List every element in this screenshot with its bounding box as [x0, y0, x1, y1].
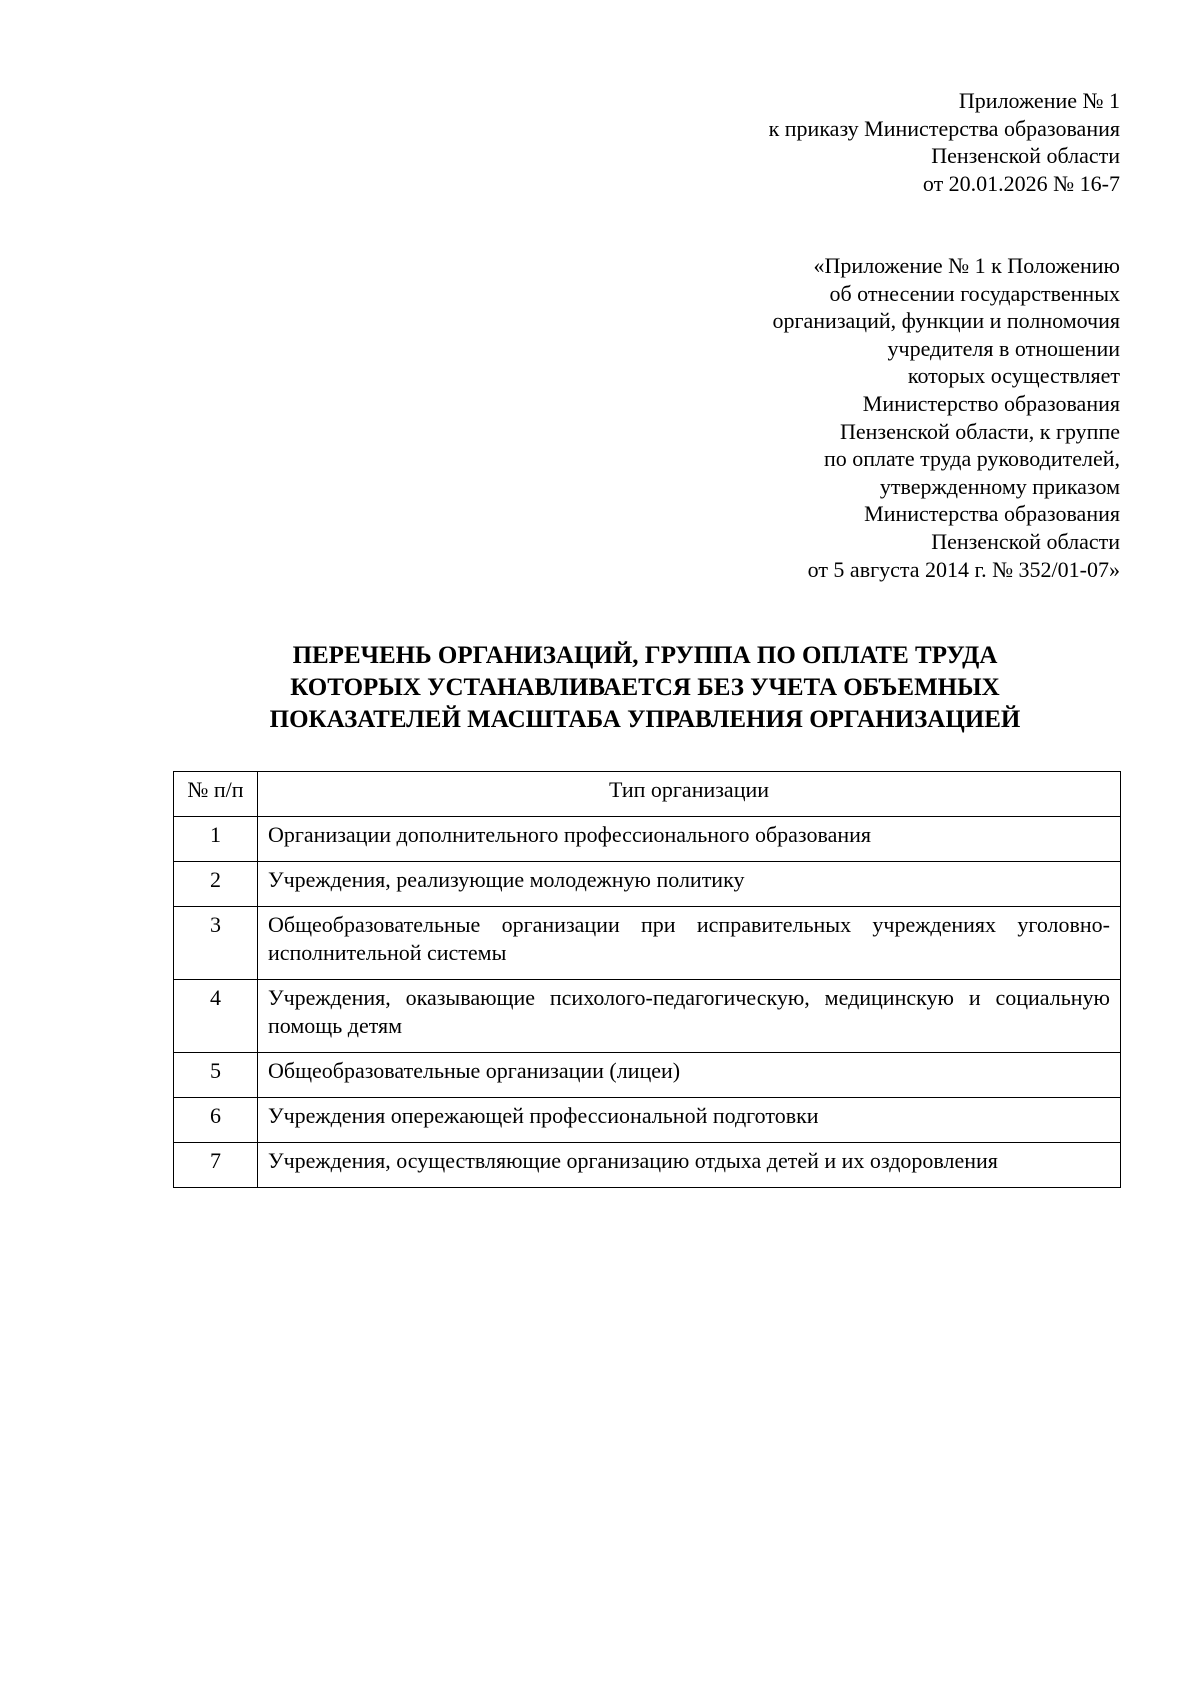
row-number: 4 — [174, 980, 258, 1053]
quoted-annex-line: Пензенской области — [931, 528, 1120, 554]
organization-type: Общеобразовательные организации при исправительных учреждениях уголовно-исполнительной системы — [258, 907, 1121, 980]
table-row — [174, 907, 1121, 980]
quoted-annex-line: утвержденному приказом — [879, 473, 1120, 499]
document-title — [170, 640, 1120, 736]
row-number: 2 — [174, 862, 258, 907]
organizations-table — [173, 771, 1121, 1188]
title-line: ПЕРЕЧЕНЬ ОРГАНИЗАЦИЙ, ГРУППА ПО ОПЛАТЕ ТРУДА — [292, 642, 998, 669]
organization-type: Учреждения, осуществляющие организацию отдыха детей и их оздоровления — [258, 1143, 1121, 1188]
annex-line: Пензенской области — [931, 143, 1120, 168]
table-row — [174, 1098, 1121, 1143]
column-header-number: № п/п — [174, 772, 258, 817]
annex-line: Приложение № 1 — [958, 88, 1120, 113]
table-row — [174, 1143, 1121, 1188]
organization-type: Учреждения, реализующие молодежную политику — [258, 862, 1121, 907]
annex-line: от 20.01.2026 № 16-7 — [922, 170, 1120, 196]
organization-type: Учреждения опережающей профессиональной подготовки — [258, 1098, 1121, 1143]
quoted-annex-line: об отнесении государственных — [829, 280, 1120, 306]
row-number: 6 — [174, 1098, 258, 1143]
annex-header — [600, 87, 1120, 197]
column-header-type: Тип организации — [258, 772, 1121, 817]
row-number: 5 — [174, 1053, 258, 1098]
table-row — [174, 980, 1121, 1053]
quoted-annex-line: Министерства образования — [864, 501, 1120, 527]
row-number: 3 — [174, 907, 258, 980]
quoted-annex-line: организаций, функции и полномочия — [772, 308, 1120, 334]
table-row — [174, 1053, 1121, 1098]
quoted-annex-line: Министерство образования — [862, 390, 1120, 416]
table-row — [174, 817, 1121, 862]
quoted-annex-line: по оплате труда руководителей, — [823, 446, 1120, 472]
quoted-annex-line: Пензенской области, к группе — [839, 418, 1120, 444]
quoted-annex-line: «Приложение № 1 к Положению — [813, 253, 1120, 278]
organization-type: Организации дополнительного профессионального образования — [258, 817, 1121, 862]
quoted-annex-line: которых осуществляет — [907, 363, 1120, 389]
row-number: 1 — [174, 817, 258, 862]
table-row — [174, 862, 1121, 907]
row-number: 7 — [174, 1143, 258, 1188]
title-line: ПОКАЗАТЕЛЕЙ МАСШТАБА УПРАВЛЕНИЯ ОРГАНИЗАЦИЕЙ — [269, 706, 1021, 733]
table-header-row — [174, 772, 1121, 817]
organization-type: Учреждения, оказывающие психолого-педагогическую, медицинскую и социальную помощь детям — [258, 980, 1121, 1053]
quoted-annex-header — [560, 252, 1120, 583]
organization-type: Общеобразовательные организации (лицеи) — [258, 1053, 1121, 1098]
quoted-annex-line: учредителя в отношении — [887, 335, 1120, 361]
title-line: КОТОРЫХ УСТАНАВЛИВАЕТСЯ БЕЗ УЧЕТА ОБЪЕМНЫХ — [290, 674, 1000, 701]
quoted-annex-line: от 5 августа 2014 г. № 352/01-07» — [807, 556, 1120, 582]
annex-line: к приказу Министерства образования — [768, 115, 1120, 141]
